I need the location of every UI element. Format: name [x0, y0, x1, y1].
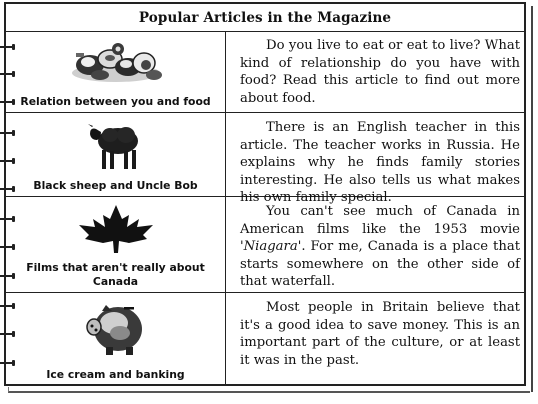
article-image-cell — [6, 31, 226, 112]
article-image-cell — [6, 113, 226, 196]
movie-title: 'Niagara' — [240, 239, 302, 255]
article-image-cell — [6, 293, 226, 385]
article-title: Films that aren't really about Canada — [26, 261, 205, 288]
article-summary: Do you live to eat or eat to live? What kind of relationship do you have with food? Read this article to find out more about food. — [240, 38, 520, 106]
article-row — [6, 197, 524, 293]
article-summary — [226, 197, 524, 292]
maple-leaf-icon — [73, 203, 159, 255]
article-summary: Most people in Britain believe that it's a good idea to save money. This is an important part of the culture, or at least it was in the past. — [240, 300, 520, 368]
page-shadow — [527, 6, 533, 392]
article-title: Relation between you and food — [20, 95, 211, 108]
article-summary-text: You can't see much of Canada in American films like the 1953 movie — [240, 204, 520, 237]
black-sheep-icon — [86, 119, 146, 173]
page-shadow — [8, 387, 530, 393]
article-summary-text: . For me, Canada is a place that starts somewhere on the other side of that waterfall. — [240, 239, 520, 290]
article-image-cell — [6, 197, 226, 292]
article-row — [6, 293, 524, 385]
article-row — [6, 31, 524, 113]
food-pile-icon — [66, 41, 166, 85]
piggy-bank-icon — [84, 299, 148, 359]
articles-table — [4, 2, 526, 386]
article-row — [6, 113, 524, 206]
article-title: Black sheep and Uncle Bob — [33, 179, 198, 192]
article-title: Ice cream and banking — [46, 368, 185, 381]
table-title: Popular Articles in the Magazine — [6, 4, 524, 32]
article-rows — [6, 31, 524, 385]
article-summary: There is an English teacher in this article. The teacher works in Russia. He explains why he finds family stories interesting. He also tells us what makes his own family special. — [240, 120, 520, 206]
